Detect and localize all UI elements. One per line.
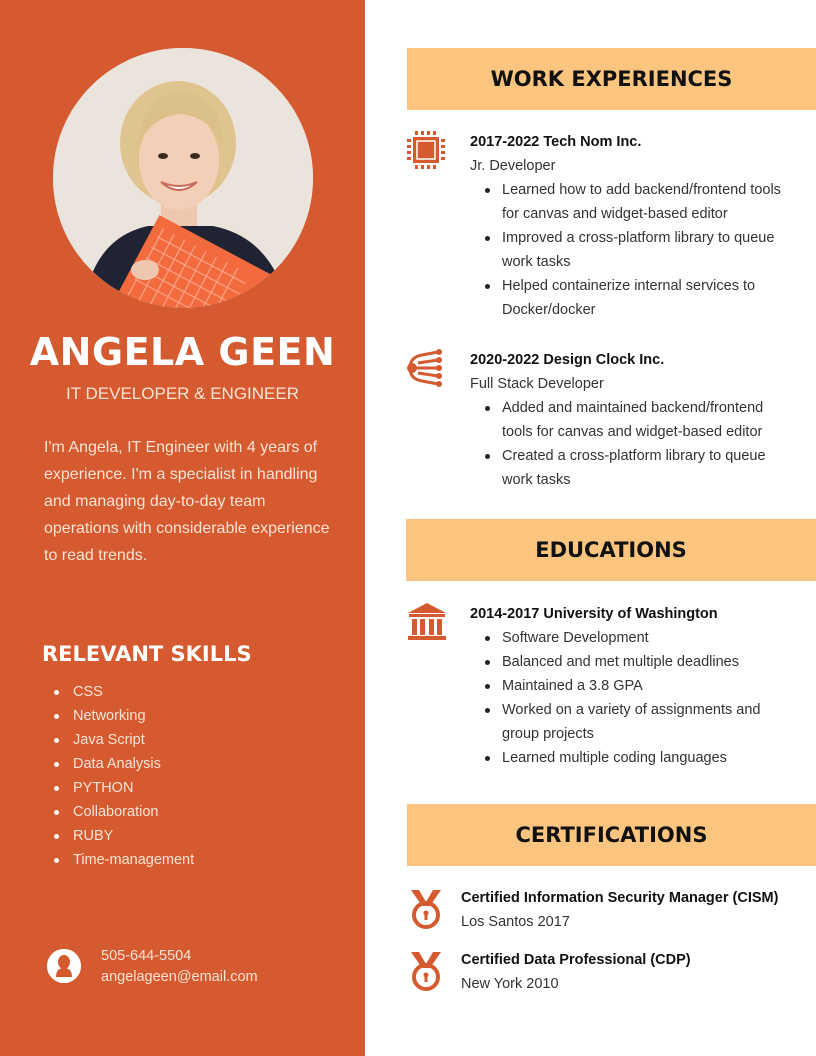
- education-entry-bullets: [502, 626, 790, 770]
- certifications-section-header: [407, 804, 816, 866]
- list-item: Learned multiple coding languages: [502, 746, 790, 770]
- skill-item: Java Script: [54, 728, 194, 752]
- profile-photo-illustration: [53, 48, 313, 308]
- medal-icon: [405, 888, 447, 930]
- skill-item: Collaboration: [54, 800, 194, 824]
- certification-title: Certified Information Security Manager (CISM): [461, 890, 779, 906]
- work-entry-role: Jr. Developer: [470, 158, 556, 174]
- education-section-header: [406, 519, 816, 581]
- work-entry-bullets: [502, 178, 790, 322]
- work-entry-role: Full Stack Developer: [470, 376, 604, 392]
- profile-job-title: IT DEVELOPER & ENGINEER: [65, 384, 300, 403]
- sidebar: [0, 0, 365, 1056]
- skill-item: PYTHON: [54, 776, 194, 800]
- list-item: Learned how to add backend/frontend tools for canvas and widget-based editor: [502, 178, 790, 226]
- list-item: Added and maintained backend/frontend tools for canvas and widget-based editor: [502, 396, 790, 444]
- skills-heading: RELEVANT SKILLS: [42, 642, 252, 666]
- person-icon: [47, 949, 81, 983]
- skill-item: Time-management: [54, 848, 194, 872]
- list-item: Improved a cross-platform library to queue work tasks: [502, 226, 790, 274]
- certification-detail: New York 2010: [461, 976, 559, 992]
- university-building-icon: [406, 601, 448, 643]
- contact-info: [101, 946, 258, 988]
- education-heading: EDUCATIONS: [535, 538, 687, 562]
- work-entry-2: [470, 348, 790, 492]
- contact-phone[interactable]: 505-644-5504: [101, 948, 192, 964]
- list-item: Worked on a variety of assignments and group projects: [502, 698, 790, 746]
- certification-entry-2: [461, 948, 801, 996]
- list-item: Helped containerize internal services to Docker/docker: [502, 274, 790, 322]
- education-entry-1: [470, 602, 790, 770]
- certification-detail: Los Santos 2017: [461, 914, 570, 930]
- chip-icon: [405, 129, 447, 171]
- profile-name: ANGELA GEEN: [29, 330, 336, 374]
- profile-bio: I'm Angela, IT Engineer with 4 years of experience. I'm a specialist in handling and managing day-to-day team operations with considerable experience to read trends.: [44, 439, 330, 564]
- skill-item: CSS: [54, 680, 194, 704]
- skill-item: Networking: [54, 704, 194, 728]
- medal-icon: [405, 950, 447, 992]
- work-entry-title: 2017-2022 Tech Nom Inc.: [470, 134, 642, 150]
- work-entry-bullets: [502, 396, 790, 492]
- skills-list: [54, 680, 194, 872]
- network-hierarchy-icon: [404, 347, 446, 389]
- skill-item: Data Analysis: [54, 752, 194, 776]
- list-item: Software Development: [502, 626, 790, 650]
- work-heading: WORK EXPERIENCES: [490, 67, 733, 91]
- list-item: Created a cross-platform library to queue work tasks: [502, 444, 790, 492]
- profile-photo: [53, 48, 313, 308]
- work-section-header: [407, 48, 816, 110]
- education-entry-title: 2014-2017 University of Washington: [470, 606, 718, 622]
- certifications-heading: CERTIFICATIONS: [515, 823, 708, 847]
- certification-title: Certified Data Professional (CDP): [461, 952, 691, 968]
- list-item: Balanced and met multiple deadlines: [502, 650, 790, 674]
- work-entry-title: 2020-2022 Design Clock Inc.: [470, 352, 665, 368]
- list-item: Maintained a 3.8 GPA: [502, 674, 790, 698]
- contact-email[interactable]: angelageen@email.com: [101, 969, 258, 985]
- certification-entry-1: [461, 886, 801, 934]
- work-entry-1: [470, 130, 790, 322]
- skill-item: RUBY: [54, 824, 194, 848]
